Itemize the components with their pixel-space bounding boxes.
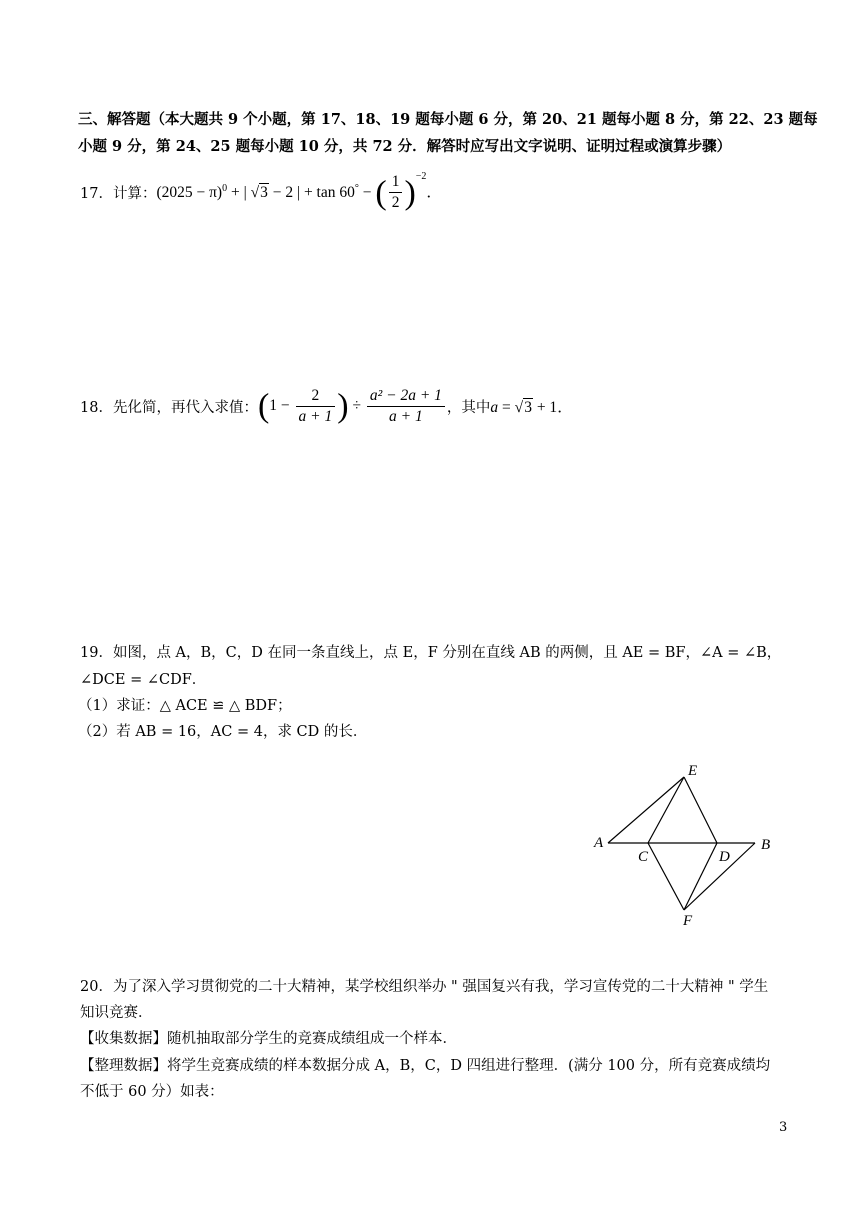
q20-organize-data-line1: 【整理数据】将学生竞赛成绩的样本数据分成 A，B，C，D 四组进行整理．(满分 100 分，所有竞赛成绩均 [80, 1058, 771, 1074]
q19-line1: 19．如图，点 A，B，C，D 在同一条直线上，点 E，F 分别在直线 AB 的两侧，且 AE = BF，∠A = ∠B， [80, 645, 782, 661]
segment-AE [608, 777, 684, 843]
q18-label: 18．先化简，再代入求值： [80, 399, 258, 416]
q18-expression [258, 386, 447, 427]
segment-DE [684, 777, 717, 843]
q18-plus-one: + 1 [532, 399, 558, 416]
label-E: E [688, 763, 698, 779]
q18-fraction-1 [296, 386, 336, 427]
q17-exponent-zero: 0 [222, 182, 228, 194]
section-heading-line1: 三、解答题（本大题共 9 个小题，第 17、18、19 题每小题 6 分，第 20、21 题每小题 8 分，第 22、23 题每 [78, 111, 818, 128]
q18-equals: = [498, 399, 515, 416]
q17-exponent-neg2: −2 [415, 170, 427, 182]
q20-line2: 知识竞赛． [80, 1005, 153, 1021]
q20-line1: 20．为了深入学习贯彻党的二十大精神，某学校组织举办 " 强国复兴有我，学习宣传党的二十大精神 " 学生 [80, 979, 769, 995]
q17-abs-open: + | [227, 183, 251, 201]
left-paren-icon: ( [375, 173, 387, 211]
q18-radicand: 3 [524, 399, 532, 416]
q18-fraction-1-denominator: a + 1 [298, 407, 333, 425]
q19-line2: ∠DCE = ∠CDF． [80, 672, 207, 688]
q18-fraction-2 [367, 386, 445, 427]
q18-variable: a [490, 399, 499, 416]
label-A: A [594, 835, 604, 851]
question-18 [80, 384, 573, 428]
label-B: B [761, 837, 771, 853]
q17-tan-term: − 2 | + tan 60 [268, 183, 355, 201]
label-C: C [638, 849, 649, 865]
page-number: 3 [779, 1120, 788, 1135]
segment-CF [648, 843, 684, 910]
label-F: F [683, 913, 693, 929]
q18-fraction-1-numerator: 2 [296, 386, 336, 407]
question-17 [80, 172, 442, 212]
q17-degree: ° [354, 182, 359, 194]
q17-fraction [389, 172, 403, 213]
section-heading-line2: 小题 9 分，第 24、25 题每小题 10 分，共 72 分．解答时应写出文字说明、证明过程或演算步骤） [78, 138, 732, 155]
q20-collect-data: 【收集数据】随机抽取部分学生的竞赛成绩组成一个样本． [80, 1031, 457, 1047]
label-D: D [719, 849, 730, 865]
q17-radicand: 3 [260, 183, 268, 201]
q19-part1: （1）求证：△ ACE ≌ △ BDF； [78, 698, 292, 714]
q18-substitution [490, 395, 572, 417]
q17-label: 17．计算： [80, 185, 157, 202]
left-paren-icon: ( [257, 387, 270, 424]
q18-where-text: ，其中 [446, 399, 491, 416]
right-paren-icon: ) [337, 387, 349, 424]
q19-part2: （2）若 AB = 16，AC = 4，求 CD 的长． [78, 724, 368, 740]
q17-fraction-denominator: 2 [391, 194, 400, 212]
q17-expression [156, 171, 441, 214]
q18-fraction-2-numerator: a² − 2a + 1 [367, 386, 445, 407]
segment-DF [684, 843, 717, 910]
q17-fraction-numerator: 1 [389, 172, 403, 193]
q17-end-mark: ． [426, 183, 442, 201]
q17-minus: − [358, 183, 376, 201]
q18-fraction-2-denominator: a + 1 [389, 407, 423, 425]
q17-term-power: (2025 − π) [156, 183, 223, 201]
q18-one-minus: 1 − [269, 396, 294, 414]
right-paren-icon: ) [404, 173, 416, 211]
segment-CE [648, 777, 684, 843]
q19-geometry-figure [580, 755, 780, 935]
sqrt-icon: √ [250, 183, 260, 201]
sqrt-icon: √ [514, 399, 524, 416]
q18-end-mark: ． [557, 399, 573, 416]
q20-organize-data-line2: 不低于 60 分）如表： [80, 1084, 224, 1100]
q18-divide: ÷ [348, 396, 365, 414]
